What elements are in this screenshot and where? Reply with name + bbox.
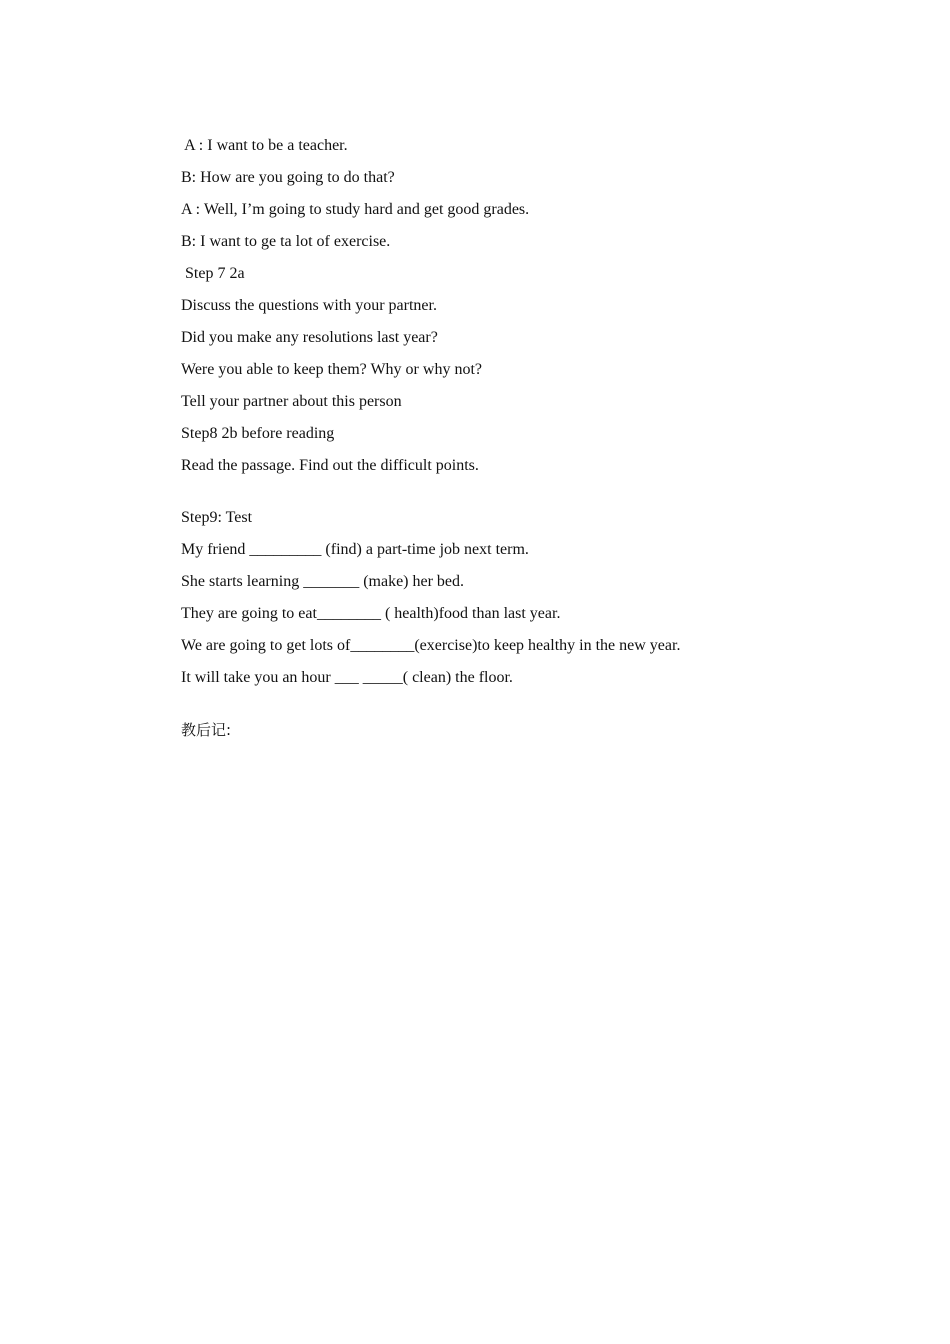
- instruction-line: Discuss the questions with your partner.: [181, 297, 437, 314]
- teaching-notes-label: 教后记:: [181, 721, 232, 739]
- question-line: Did you make any resolutions last year?: [181, 329, 438, 346]
- test-item: We are going to get lots of________(exercise)to keep healthy in the new year.: [181, 637, 681, 654]
- instruction-line: Read the passage. Find out the difficult points.: [181, 457, 479, 474]
- dialogue-line-b1: B: How are you going to do that?: [181, 169, 395, 186]
- dialogue-line-a2: A : Well, I’m going to study hard and get good grades.: [181, 201, 530, 218]
- test-item: My friend _________ (find) a part-time job next term.: [181, 541, 529, 558]
- dialogue-line-a1: A : I want to be a teacher.: [181, 137, 348, 154]
- step-heading-8: Step8 2b before reading: [181, 425, 335, 442]
- test-item: It will take you an hour ___ _____( clean) the floor.: [181, 669, 513, 686]
- step-heading-9: Step9: Test: [181, 509, 253, 526]
- step-heading-7: Step 7 2a: [181, 265, 245, 282]
- test-item: They are going to eat________ ( health)food than last year.: [181, 605, 561, 622]
- instruction-line: Tell your partner about this person: [181, 393, 402, 410]
- question-line: Were you able to keep them? Why or why not?: [181, 361, 482, 378]
- test-item: She starts learning _______ (make) her bed.: [181, 573, 465, 590]
- dialogue-line-b2: B: I want to ge ta lot of exercise.: [181, 233, 391, 250]
